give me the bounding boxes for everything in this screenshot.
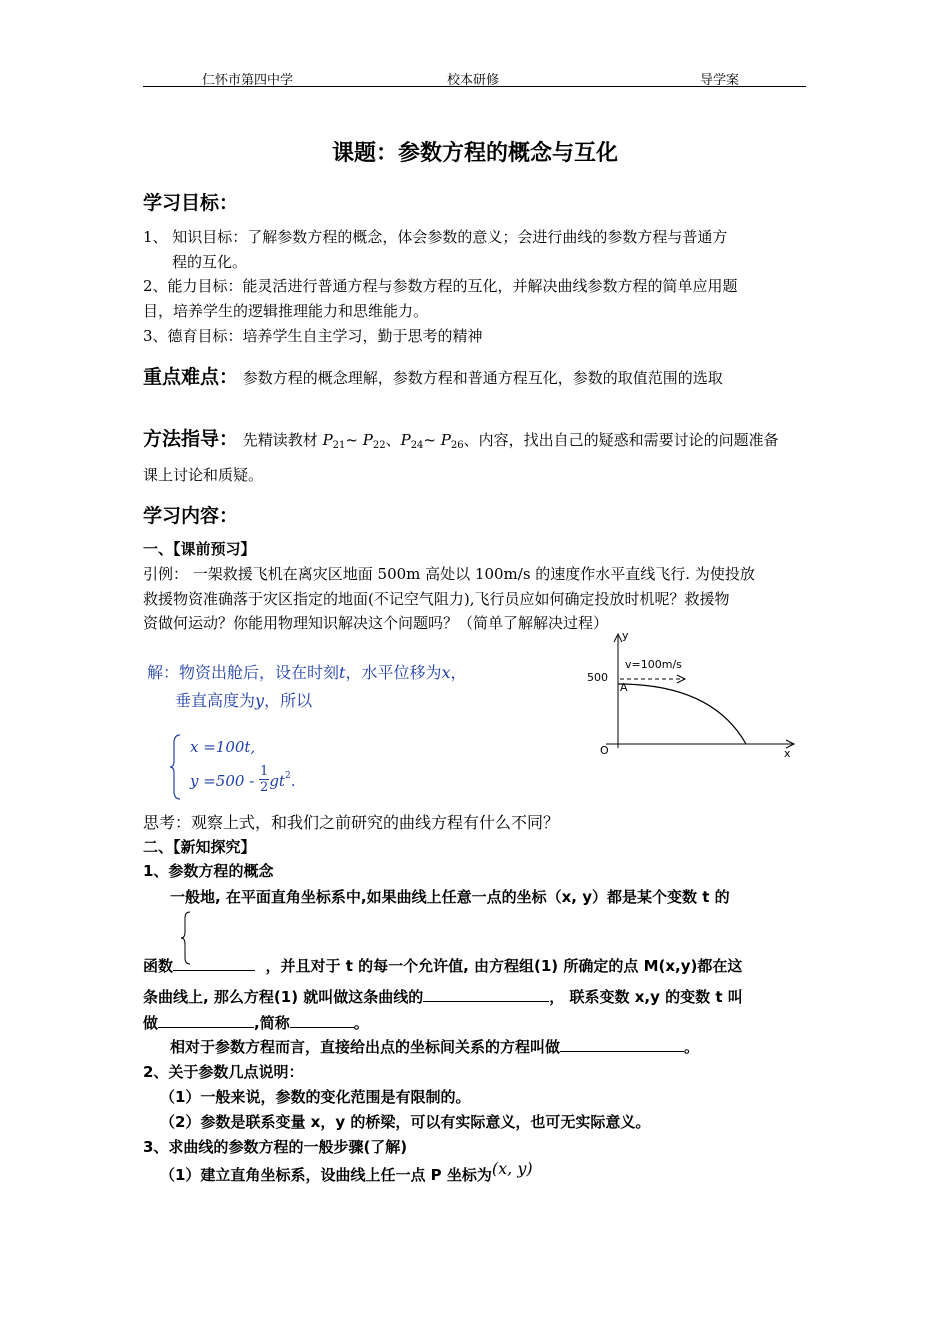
parameter-variable-blank[interactable] — [158, 1013, 254, 1028]
solution-var-x: x — [441, 663, 451, 682]
section3-item1-text: （1）建立直角坐标系，设曲线上任一点 P 坐标为 — [160, 1166, 492, 1184]
section1-line1: 一般地, 在平面直角坐标系中,如果曲线上任意一点的坐标（x, y）都是某个变数 t 的 — [170, 888, 730, 906]
method-p21: P — [322, 431, 333, 449]
section1-title: 1、参数方程的概念 — [143, 862, 274, 880]
section1-line5 — [170, 1036, 699, 1058]
method-text-b: 、内容，找出自己的疑惑和需要讨论的问题准备 — [463, 431, 779, 449]
section1-line3 — [143, 986, 743, 1008]
method-p24-sub: 24 — [410, 440, 424, 451]
method-sep: 、 — [385, 431, 401, 449]
section1-line2-text: ，并且对于 t 的每一个允许值, 由方程组(1) 所确定的点 M(x,y)都在这 — [265, 957, 743, 975]
method-p24: P — [400, 431, 411, 449]
system-brace — [168, 733, 182, 801]
think-question: 思考：观察上式，和我们之前研究的曲线方程有什么不同？ — [143, 813, 560, 832]
solution-line2 — [175, 690, 312, 712]
objective-1-line2: 程的互化。 — [172, 253, 248, 271]
section1-line5-a: 相对于参数方程而言，直接给出点的坐标间关系的方程叫做 — [170, 1038, 561, 1056]
method-text-a: 先精读教材 — [242, 431, 323, 449]
objectives-heading: 学习目标： — [143, 192, 239, 214]
function-blank[interactable] — [173, 956, 255, 971]
projectile-figure — [580, 628, 810, 763]
key-points-heading: 重点难点： — [143, 366, 239, 388]
equation-2-period: . — [290, 771, 296, 790]
preview-heading: 一、【课前预习】 — [143, 540, 256, 558]
intro-line3: 资做何运动？你能用物理知识解决这个问题吗？（简单了解解决过程） — [143, 614, 609, 632]
velocity-label: v=100m/s — [625, 658, 682, 671]
y-axis-label: y — [622, 629, 629, 642]
equation-2-exponent: 2 — [284, 770, 291, 781]
parametric-equation-blank[interactable] — [423, 987, 549, 1002]
solution-line2-a: 垂直高度为 — [175, 691, 256, 710]
trajectory-curve — [618, 684, 746, 744]
method-p26-sub: 26 — [450, 440, 464, 451]
section1-line2 — [143, 955, 742, 977]
explore-heading: 二、【新知探究】 — [143, 838, 256, 856]
method-guide — [143, 424, 779, 451]
equation-1: x =100t, — [190, 738, 256, 756]
method-p26: P — [440, 431, 451, 449]
section3-item1 — [160, 1159, 533, 1186]
objective-2-line1: 2、能力目标：能灵活进行普通方程与参数方程的互化，并解决曲线参数方程的简单应用题 — [143, 277, 738, 295]
section3-coordinate: (x, y) — [491, 1159, 533, 1178]
method-text-line2: 课上讨论和质疑。 — [143, 466, 264, 484]
header-school: 仁怀市第四中学 — [202, 73, 294, 88]
intro-line2: 救援物资准确落于灾区指定的地面(不记空气阻力),飞行员应如何确定投放时机呢？救援物 — [143, 590, 730, 608]
section1-line4-b: ,简称 — [254, 1014, 290, 1032]
page-title: 课题：参数方程的概念与互化 — [331, 141, 618, 166]
fraction-numerator: 1 — [260, 764, 269, 779]
section1-line4-a: 做 — [143, 1014, 159, 1032]
solution-var-y: y — [255, 691, 265, 710]
fraction-denominator: 2 — [260, 780, 269, 795]
objective-1-line1: 1、 知识目标：了解参数方程的概念，体会参数的意义；会进行曲线的参数方程与普通方 — [143, 228, 728, 246]
equation-2-gt: gt — [269, 771, 285, 790]
section2-item2: （2）参数是联系变量 x，y 的桥梁，可以有实际意义，也可无实际意义。 — [160, 1113, 651, 1131]
method-heading: 方法指导： — [143, 428, 239, 450]
equation-2-fraction — [259, 764, 269, 795]
section1-line4 — [143, 1012, 369, 1034]
solution-line1-a: 解：物资出舱后，设在时刻 — [147, 663, 340, 682]
method-tilde-2: ~ — [423, 431, 441, 449]
height-label: 500 — [587, 671, 608, 684]
solution-var-t: t — [339, 663, 346, 682]
solution-line1-c: ， — [450, 663, 467, 682]
section2-item1: （1）一般来说，参数的变化范围是有限制的。 — [160, 1088, 471, 1106]
header-divider — [143, 86, 806, 87]
method-tilde-1: ~ — [345, 431, 363, 449]
method-p21-sub: 21 — [332, 440, 346, 451]
general-equation-blank[interactable] — [560, 1037, 684, 1052]
solution-line1 — [147, 662, 467, 684]
key-points — [143, 362, 723, 389]
header-doc-type: 导学案 — [700, 73, 740, 88]
section2-title: 2、关于参数几点说明： — [143, 1063, 304, 1081]
section1-line4-c: 。 — [353, 1014, 369, 1032]
section3-title: 3、求曲线的参数方程的一般步骤(了解) — [143, 1138, 408, 1156]
solution-line2-b: ，所以 — [264, 691, 313, 710]
equation-2-lhs: y =500 - — [190, 771, 260, 790]
objective-2-line2: 目，培养学生的逻辑推理能力和思维能力。 — [143, 302, 429, 320]
section1-func-label: 函数 — [143, 957, 174, 975]
method-p22-sub: 22 — [372, 440, 386, 451]
section1-line3-b: ， 联系变数 x,y 的变数 t 叫 — [549, 988, 743, 1006]
header-category: 校本研修 — [447, 73, 500, 88]
intro-line1: 引例： 一架救援飞机在离灾区地面 500m 高处以 100m/s 的速度作水平直线飞行. 为使投放 — [143, 565, 755, 583]
point-a-label: A — [620, 681, 628, 694]
key-points-text: 参数方程的概念理解，参数方程和普通方程互化，参数的取值范围的选取 — [242, 369, 723, 387]
section1-line3-a: 条曲线上, 那么方程(1) 就叫做这条曲线的 — [143, 988, 424, 1006]
objective-3: 3、德育目标：培养学生自主学习，勤于思考的精神 — [143, 327, 483, 345]
parameter-short-name-blank[interactable] — [290, 1013, 354, 1028]
method-p22: P — [362, 431, 373, 449]
origin-label: O — [600, 744, 609, 757]
section1-line5-b: 。 — [684, 1038, 700, 1056]
content-heading: 学习内容： — [143, 505, 239, 527]
solution-line1-b: ，水平位移为 — [345, 663, 442, 682]
x-axis-label: x — [784, 747, 791, 760]
equation-2 — [190, 760, 295, 800]
